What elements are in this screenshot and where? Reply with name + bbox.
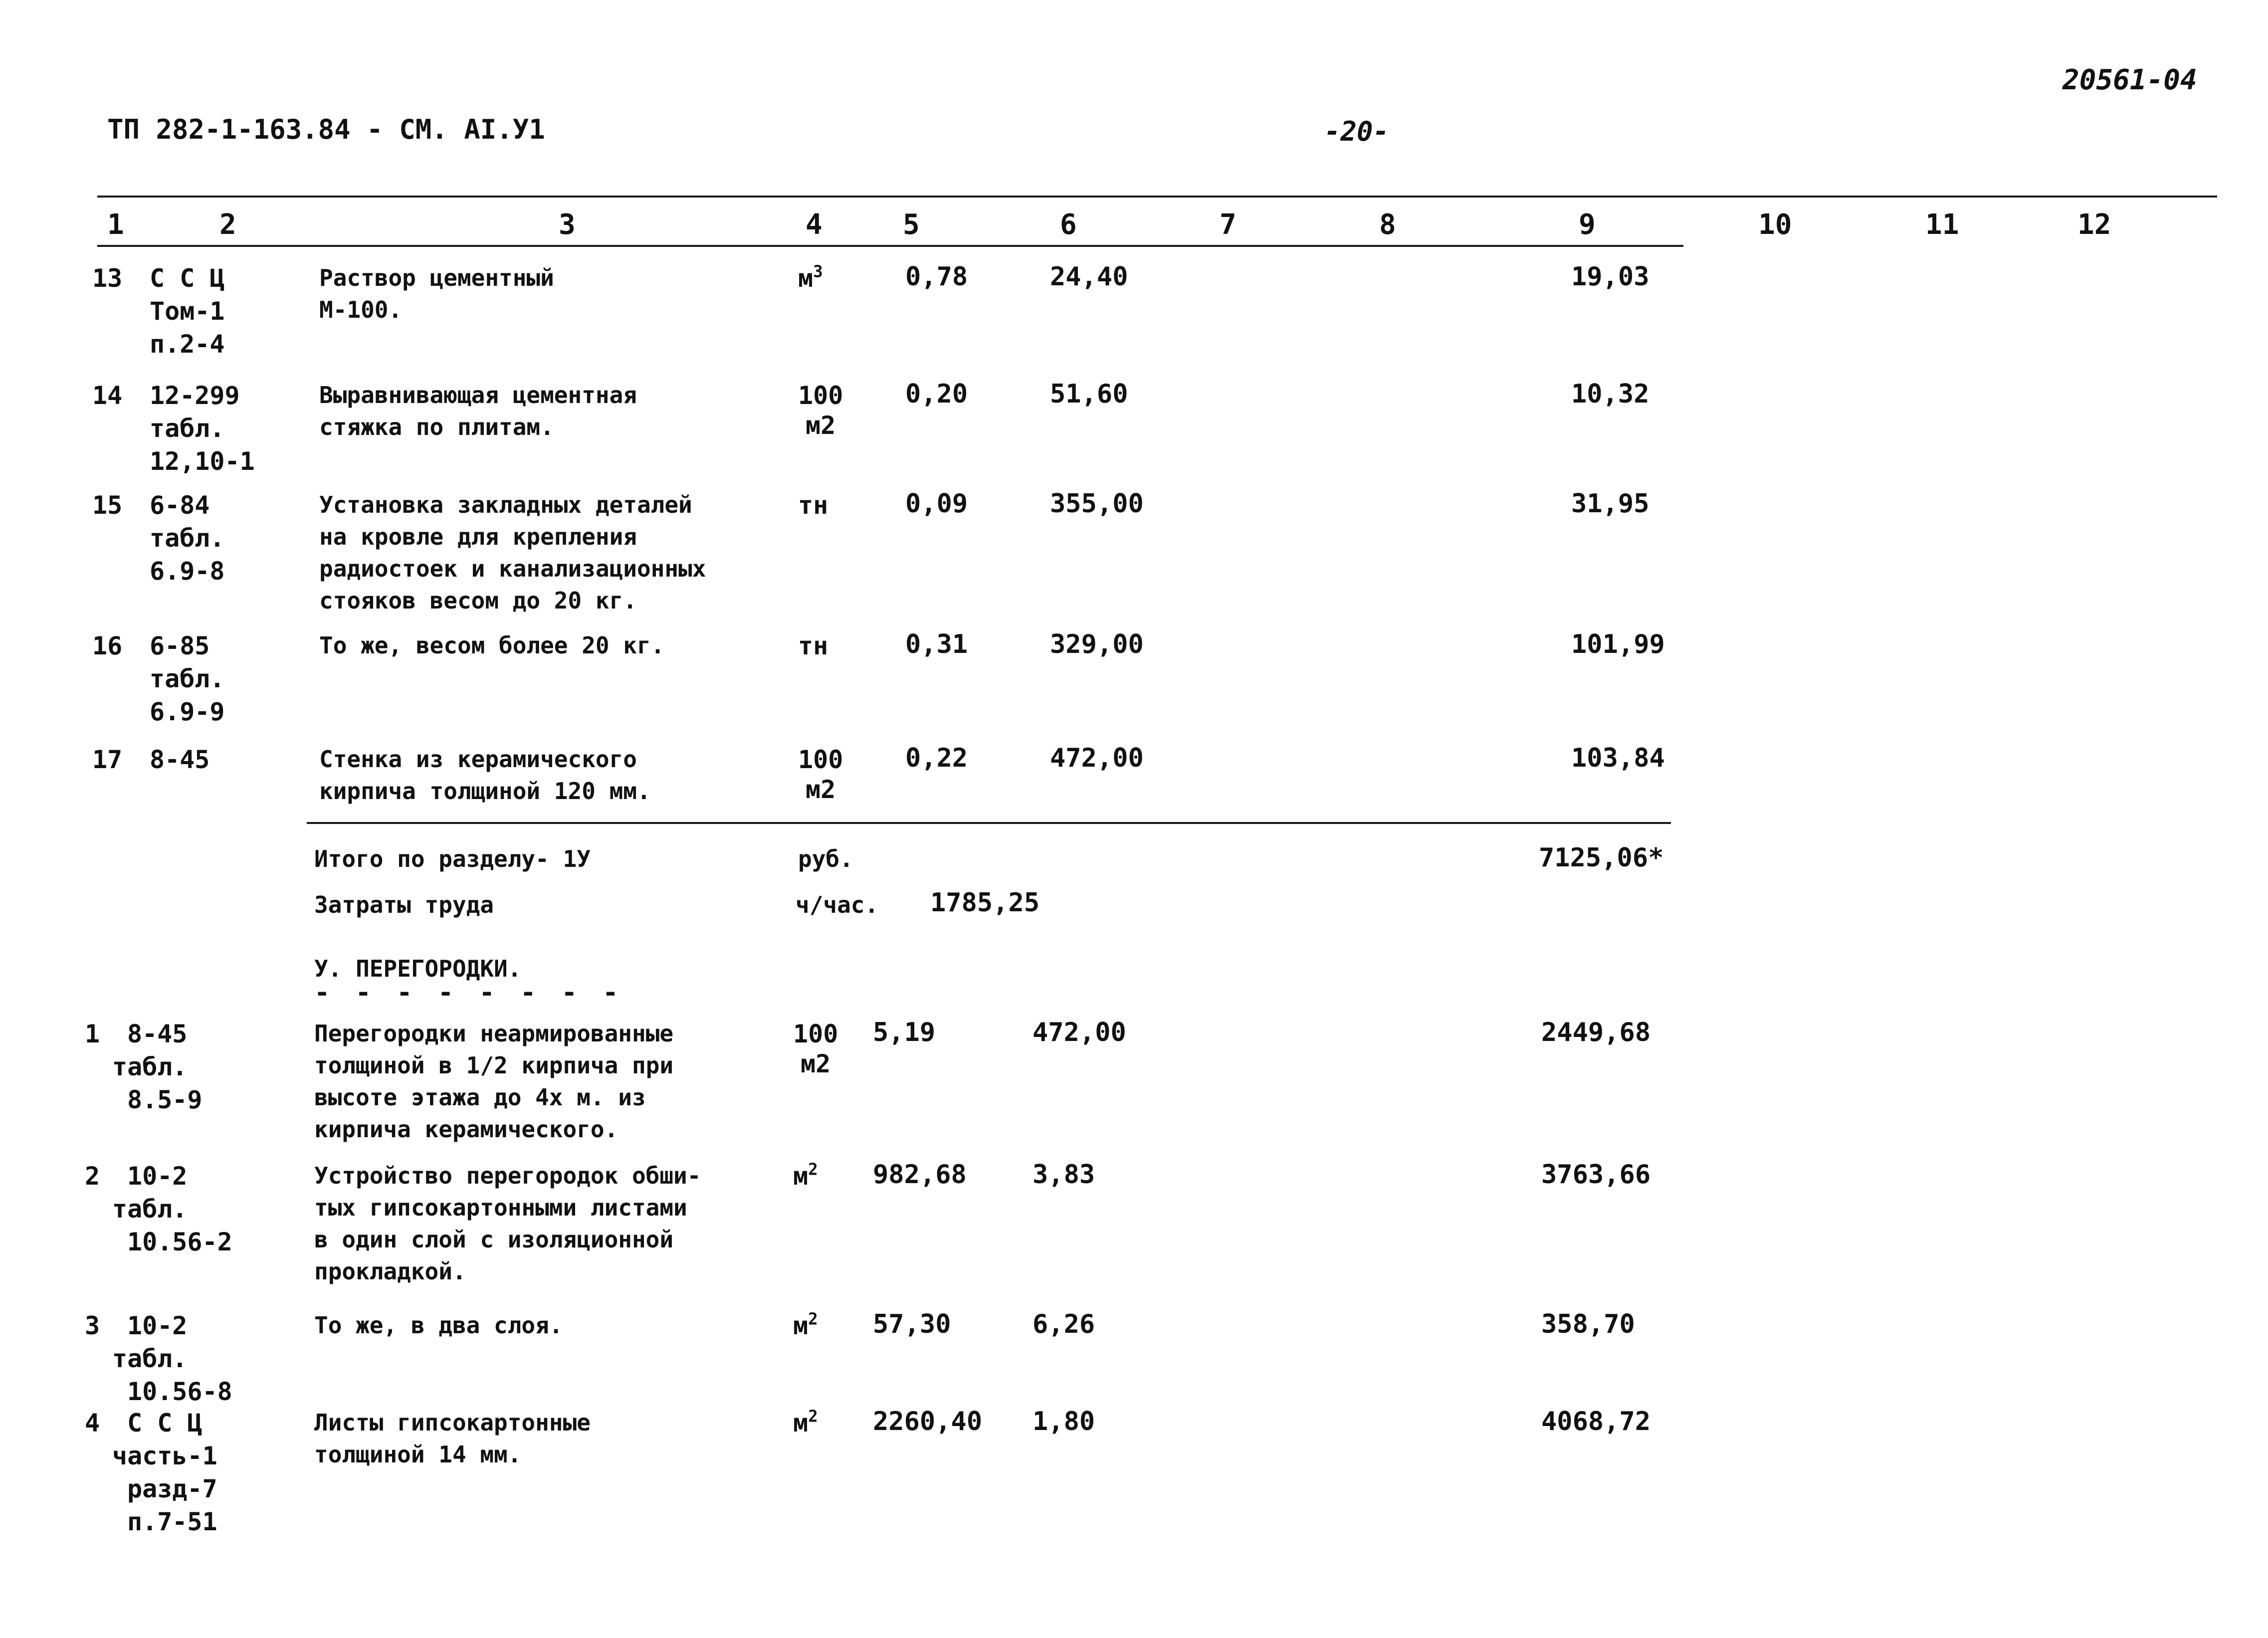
row-code-line: 10-2 (127, 1311, 188, 1340)
row-number: 4 (85, 1409, 100, 1437)
column-number: 3 (559, 208, 576, 241)
labor-cost-label: Затраты труда (314, 891, 494, 918)
row-code-line: табл. (150, 524, 225, 553)
column-number: 9 (1579, 208, 1596, 241)
row-description-line: То же, весом более 20 кг. (319, 632, 665, 659)
row-quantity: 0,22 (905, 743, 968, 773)
row-description-line: Устройство перегородок обши- (314, 1162, 701, 1189)
row-code-line: 8-45 (150, 745, 210, 774)
row-description-line: прокладкой. (314, 1258, 466, 1285)
document-code: ТП 282-1-163.84 - СМ. АI.У1 (107, 114, 545, 145)
row-total: 101,99 (1571, 629, 1665, 659)
row-code-line: 6.9-8 (150, 557, 225, 586)
row-number: 14 (92, 381, 123, 410)
archive-number: 20561-04 (2062, 64, 2197, 96)
row-code-line: часть-1 (112, 1441, 217, 1470)
row-code-line: С С Ц (150, 264, 225, 293)
row-description-line: стяжка по плитам. (319, 413, 554, 440)
row-quantity: 0,31 (905, 629, 968, 659)
row-description-line: Выравнивающая цементная (319, 382, 637, 409)
row-unit-line2: м2 (806, 411, 836, 440)
row-number: 16 (92, 631, 123, 660)
column-number: 6 (1060, 208, 1077, 241)
row-unit-price: 24,40 (1050, 262, 1128, 292)
header-top-rule (97, 196, 2217, 198)
section-v-title: У. ПЕРЕГОРОДКИ. (314, 955, 522, 982)
row-code-line: 12,10-1 (150, 447, 255, 476)
row-code-line: 10-2 (127, 1162, 188, 1191)
row-code-line: п.7-51 (127, 1507, 217, 1536)
row-unit-line2: м2 (801, 1049, 831, 1078)
row-unit: 100 (798, 745, 843, 774)
row-quantity: 0,09 (905, 489, 968, 519)
row-description-line: в один слой с изоляционной (314, 1226, 674, 1253)
row-total: 31,95 (1571, 489, 1649, 519)
row-description-line: кирпича толщиной 120 мм. (319, 778, 651, 805)
column-number: 1 (107, 208, 124, 241)
section-total-unit: руб. (798, 845, 853, 872)
row-description-line: М-100. (319, 296, 403, 323)
row-code-line: Том-1 (150, 297, 225, 326)
unit-exponent: 3 (813, 262, 823, 281)
row-quantity: 0,20 (905, 379, 968, 409)
row-unit-price: 329,00 (1050, 629, 1144, 659)
row-number: 17 (92, 745, 123, 774)
row-description-line: Установка закладных деталей (319, 491, 692, 518)
column-number: 8 (1379, 208, 1396, 241)
row-number: 15 (92, 491, 123, 520)
row-unit-price: 472,00 (1032, 1018, 1126, 1047)
row-code-line: 10.56-8 (127, 1377, 232, 1406)
row-description-line: Перегородки неармированные (314, 1020, 674, 1047)
column-number: 7 (1220, 208, 1237, 241)
row-code-line: С С Ц (127, 1409, 203, 1437)
row-unit: $м^2$ (793, 1407, 818, 1437)
section-v-underline: - - - - - - - - (314, 978, 623, 1008)
page-number: -20- (1324, 116, 1390, 147)
row-code-line: 6-84 (150, 491, 210, 520)
row-unit-price: 1,80 (1032, 1407, 1095, 1436)
row-total: 19,03 (1571, 262, 1649, 292)
row-total: 10,32 (1571, 379, 1649, 409)
row-code-line: табл. (150, 414, 225, 443)
row-unit: $м^2$ (793, 1309, 818, 1340)
row-number: 1 (85, 1020, 100, 1048)
row-code-line: табл. (112, 1195, 188, 1224)
row-unit-price: 3,83 (1032, 1160, 1095, 1190)
row-description-line: стояков весом до 20 кг. (319, 587, 637, 614)
row-unit-price: 355,00 (1050, 489, 1144, 519)
row-description-line: на кровле для крепления (319, 523, 637, 550)
row-total: 103,84 (1571, 743, 1665, 773)
summary-rule (307, 822, 1671, 824)
row-unit: $м^3$ (798, 262, 823, 293)
section-total-value: 7125,06* (1539, 843, 1664, 873)
row-description-line: Стенка из керамического (319, 746, 637, 773)
row-total: 3763,66 (1541, 1160, 1651, 1190)
row-code-line: 8-45 (127, 1020, 188, 1048)
row-unit-price: 51,60 (1050, 379, 1128, 409)
row-unit-price: 472,00 (1050, 743, 1144, 773)
row-code-line: 12-299 (150, 381, 240, 410)
unit-exponent: 2 (808, 1309, 818, 1329)
column-number: 11 (1925, 208, 1959, 241)
row-code-line: 6-85 (150, 631, 210, 660)
row-code-line: табл. (150, 664, 225, 693)
row-unit: 100 (798, 381, 843, 410)
row-description-line: тых гипсокартонными листами (314, 1194, 687, 1221)
row-description-line: Листы гипсокартонные (314, 1409, 591, 1436)
header-bottom-rule (97, 245, 1683, 247)
row-unit: $м^2$ (793, 1160, 818, 1191)
section-total-label: Итого по разделу- 1У (314, 845, 591, 872)
row-description-line: радиостоек и канализационных (319, 555, 706, 582)
row-total: 358,70 (1541, 1309, 1635, 1339)
row-code-line: п.2-4 (150, 330, 225, 359)
row-code-line: разд-7 (127, 1474, 217, 1503)
column-number: 10 (1758, 208, 1792, 241)
row-unit: 100 (793, 1020, 838, 1048)
row-quantity: 982,68 (873, 1160, 967, 1190)
row-quantity: 5,19 (873, 1018, 936, 1047)
row-code-line: 10.56-2 (127, 1228, 232, 1256)
row-description-line: толщиной в 1/2 кирпича при (314, 1052, 674, 1079)
row-number: 2 (85, 1162, 100, 1191)
row-description-line: высоте этажа до 4х м. из (314, 1084, 646, 1111)
row-description-line: кирпича керамического. (314, 1116, 619, 1143)
row-code-line: табл. (112, 1052, 188, 1081)
row-code-line: 6.9-9 (150, 697, 225, 726)
row-code-line: 8.5-9 (127, 1085, 203, 1114)
row-description-line: Раствор цементный (319, 264, 554, 291)
row-total: 2449,68 (1541, 1018, 1651, 1047)
column-number: 5 (903, 208, 920, 241)
row-unit-price: 6,26 (1032, 1309, 1095, 1339)
labor-cost-value: 1785,25 (930, 888, 1040, 918)
row-quantity: 2260,40 (873, 1407, 983, 1436)
unit-exponent: 2 (808, 1160, 818, 1179)
row-description-line: толщиной 14 мм. (314, 1441, 522, 1468)
row-number: 13 (92, 264, 123, 293)
unit-exponent: 2 (808, 1407, 818, 1426)
row-code-line: табл. (112, 1344, 188, 1373)
row-description-line: То же, в два слоя. (314, 1312, 563, 1339)
column-number: 12 (2077, 208, 2111, 241)
column-number: 4 (806, 208, 823, 241)
row-unit: тн (798, 631, 828, 660)
row-unit-line2: м2 (806, 775, 836, 804)
row-unit: тн (798, 491, 828, 520)
labor-cost-unit: ч/час. (796, 891, 879, 918)
row-number: 3 (85, 1311, 100, 1340)
row-total: 4068,72 (1541, 1407, 1651, 1436)
row-quantity: 0,78 (905, 262, 968, 292)
row-quantity: 57,30 (873, 1309, 951, 1339)
column-number: 2 (219, 208, 236, 241)
